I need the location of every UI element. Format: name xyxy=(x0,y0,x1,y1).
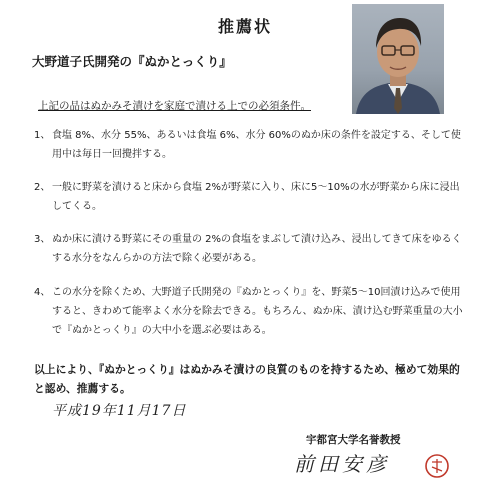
condition-item-4 xyxy=(34,283,464,340)
seal-stamp-icon xyxy=(424,453,450,479)
author-signature: 前田安彦 xyxy=(294,452,390,476)
item-number: 1、 xyxy=(34,130,51,141)
item-text: ぬか床に漬ける野菜にその重量の 2%の食塩をまぶして漬け込み、浸出してきて床をゆるくする水分をなんらかの方法で除く必要がある。 xyxy=(52,234,462,264)
handwritten-date: 平成19年11月17日 xyxy=(52,403,187,419)
conclusion-statement: 以上により、『ぬかとっくり』はぬかみそ漬けの良質のものを持するため、極めて効果的と認め、推薦する。 xyxy=(34,363,460,395)
item-text: 一般に野菜を漬けると床から食塩 2%が野菜に入り、床に5～10%の水が野菜から床に浸出してくる。 xyxy=(52,182,460,212)
item-number: 4、 xyxy=(34,287,51,298)
condition-item-1 xyxy=(34,126,464,164)
item-number: 2、 xyxy=(34,182,51,193)
document-title: 推薦状 xyxy=(217,17,272,36)
document-subject: 大野道子氏開発の『ぬかとっくり』 xyxy=(32,54,232,69)
intro-statement: 上記の品はぬかみそ漬けを家庭で漬ける上での必須条件。 xyxy=(38,100,311,112)
item-number: 3、 xyxy=(34,234,51,245)
condition-item-2 xyxy=(34,178,464,216)
author-affiliation: 宇都宮大学名誉教授 xyxy=(306,434,401,446)
condition-item-3 xyxy=(34,230,464,268)
item-text: 食塩 8%、水分 55%、あるいは食塩 6%、水分 60%のぬか床の条件を設定する、そして使用中は毎日一回攪拌する。 xyxy=(52,130,461,160)
portrait-photo xyxy=(352,4,444,114)
item-text: この水分を除くため、大野道子氏開発の『ぬかとっくり』を、野菜5～10回漬け込みで使用すると、きわめて能率よく水分を除去できる。もちろん、ぬか床、漬け込む野菜重量の大小で『ぬかとっくり』の大中小を選ぶ必要はある。 xyxy=(52,287,463,336)
